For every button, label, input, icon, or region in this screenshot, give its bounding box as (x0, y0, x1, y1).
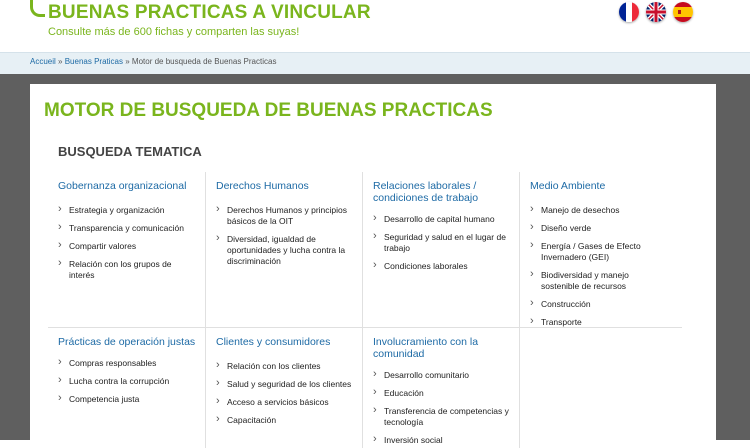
topic-list (373, 370, 511, 446)
category-title[interactable]: Relaciones laborales / condiciones de trabajo (373, 180, 479, 204)
breadcrumb-buenas-practicas[interactable]: Buenas Praticas (64, 57, 123, 66)
category-comunidad (362, 328, 519, 448)
topic-link[interactable]: › Inversión social (373, 435, 511, 446)
category-row (48, 172, 682, 327)
category-title[interactable]: Prácticas de operación justas (58, 336, 196, 348)
category-grid (48, 172, 682, 448)
category-gobernanza (48, 172, 205, 327)
topic-link[interactable]: › Educación (373, 388, 511, 399)
category-practicas-operacion (48, 328, 205, 448)
topic-link[interactable]: › Desarrollo de capital humano (373, 214, 511, 225)
logo-leaf-icon (30, 0, 45, 17)
uk-flag-icon[interactable] (646, 2, 666, 22)
category-clientes (205, 328, 362, 448)
breadcrumb-current: Motor de busqueda de Buenas Practicas (131, 57, 277, 66)
language-selector (619, 2, 693, 22)
site-title[interactable]: BUENAS PRACTICAS A VINCULAR (48, 2, 371, 23)
category-title[interactable]: Involucramiento con la comunidad (373, 336, 479, 360)
topic-link[interactable]: › Manejo de desechos (530, 205, 668, 216)
content-panel (30, 84, 716, 445)
category-title[interactable]: Clientes y consumidores (216, 336, 331, 348)
topic-link[interactable]: › Relación con los clientes (216, 361, 354, 372)
topic-link[interactable]: › Transparencia y comunicación (58, 223, 197, 234)
topic-link[interactable]: › Transferencia de competencias y tecnología (373, 406, 511, 428)
topic-list (58, 205, 197, 281)
topic-link[interactable]: › Energía / Gases de Efecto Invernadero (GEI) (530, 241, 668, 263)
topic-link[interactable]: › Compras responsables (58, 358, 197, 369)
topic-list (216, 205, 354, 267)
topic-list (373, 214, 511, 272)
breadcrumb-home[interactable]: Accueil (30, 57, 56, 66)
topic-link[interactable]: › Salud y seguridad de los clientes (216, 379, 354, 390)
topic-link[interactable]: › Estrategia y organización (58, 205, 197, 216)
breadcrumb-separator: » (125, 57, 130, 66)
topic-link[interactable]: › Lucha contra la corrupción (58, 376, 197, 387)
topic-link[interactable]: › Acceso a servicios básicos (216, 397, 354, 408)
french-flag-icon[interactable] (619, 2, 639, 22)
topic-link[interactable]: › Compartir valores (58, 241, 197, 252)
category-empty (519, 328, 676, 448)
topic-link[interactable]: › Relación con los grupos de interés (58, 259, 197, 281)
page-title: MOTOR DE BUSQUEDA DE BUENAS PRACTICAS (44, 100, 493, 121)
site-tagline: Consulte más de 600 fichas y comparten las suyas! (48, 26, 300, 38)
category-title[interactable]: Gobernanza organizacional (58, 180, 187, 192)
breadcrumb-separator: » (58, 57, 63, 66)
site-header (0, 0, 750, 52)
breadcrumb (30, 57, 276, 66)
topic-link[interactable]: › Construcción (530, 299, 668, 310)
section-title: BUSQUEDA TEMATICA (58, 144, 202, 159)
topic-link[interactable]: › Diversidad, igualdad de oportunidades y lucha contra la discriminación (216, 234, 354, 267)
topic-link[interactable]: › Condiciones laborales (373, 261, 511, 272)
topic-link[interactable]: › Capacitación (216, 415, 354, 426)
topic-link[interactable]: › Competencia justa (58, 394, 197, 405)
category-medio-ambiente (519, 172, 676, 327)
category-relaciones-laborales (362, 172, 519, 327)
category-title[interactable]: Derechos Humanos (216, 180, 309, 192)
topic-link[interactable]: › Derechos Humanos y principios básicos de la OIT (216, 205, 354, 227)
topic-link[interactable]: › Seguridad y salud en el lugar de trabajo (373, 232, 511, 254)
spanish-flag-icon[interactable] (673, 2, 693, 22)
topic-link[interactable]: › Transporte (530, 317, 668, 328)
topic-link[interactable]: › Biodiversidad y manejo sostenible de recursos (530, 270, 668, 292)
topic-list (216, 361, 354, 426)
category-row (48, 327, 682, 448)
topic-link[interactable]: › Diseño verde (530, 223, 668, 234)
topic-list (530, 205, 668, 328)
category-derechos-humanos (205, 172, 362, 327)
topic-list (58, 358, 197, 405)
category-title[interactable]: Medio Ambiente (530, 180, 606, 192)
topic-link[interactable]: › Desarrollo comunitario (373, 370, 511, 381)
